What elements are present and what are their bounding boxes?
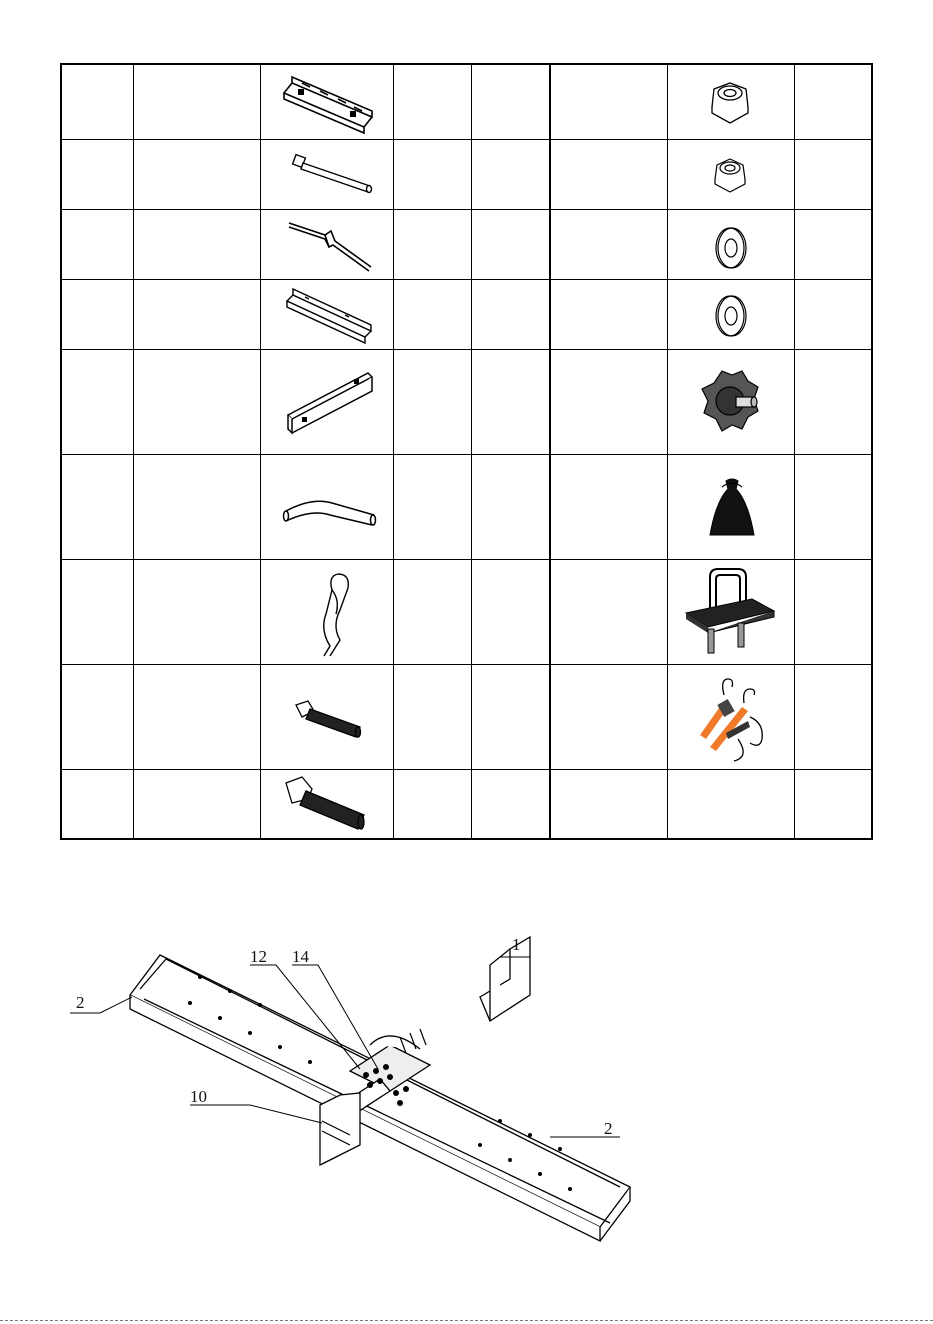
- column-divider: [667, 65, 668, 838]
- bent-tube-icon: [282, 487, 382, 537]
- hitch-lock-bracket-icon: [682, 565, 777, 657]
- frame-drawing: [60, 925, 660, 1255]
- callout-label: 1: [512, 935, 521, 954]
- callout-label: 14: [292, 947, 309, 966]
- large-bolt-icon: [280, 775, 372, 835]
- ratchet-strap-icon: [690, 673, 770, 765]
- assembly-diagram: [60, 925, 660, 1255]
- page-bottom-edge: [0, 1320, 933, 1321]
- table-row: [62, 770, 871, 842]
- short-bolt-icon: [290, 695, 370, 745]
- hitch-pin-clip-icon: [310, 570, 360, 660]
- long-bolt-icon: [288, 150, 378, 200]
- angled-strap-icon: [285, 217, 375, 275]
- rail-bracket-icon: [280, 71, 380, 135]
- hex-lock-nut-large-icon: [704, 81, 756, 125]
- callout-label: 2: [76, 993, 85, 1012]
- flat-washer-icon: [710, 293, 750, 339]
- column-divider: [794, 65, 795, 838]
- flat-washer-icon: [710, 225, 750, 271]
- callout-label: 12: [250, 947, 267, 966]
- hex-lock-nut-small-icon: [709, 157, 751, 195]
- column-divider: [549, 65, 551, 838]
- column-divider: [260, 65, 261, 838]
- parts-table: [60, 63, 873, 840]
- column-divider: [471, 65, 472, 838]
- column-divider: [133, 65, 134, 838]
- star-knob-icon: [692, 365, 764, 443]
- callout-label: 10: [190, 1087, 207, 1106]
- storage-bag-icon: [702, 477, 762, 541]
- column-divider: [393, 65, 394, 838]
- channel-plate-icon: [285, 285, 375, 345]
- callout-label: 2: [604, 1119, 613, 1138]
- support-arm-icon: [282, 367, 377, 437]
